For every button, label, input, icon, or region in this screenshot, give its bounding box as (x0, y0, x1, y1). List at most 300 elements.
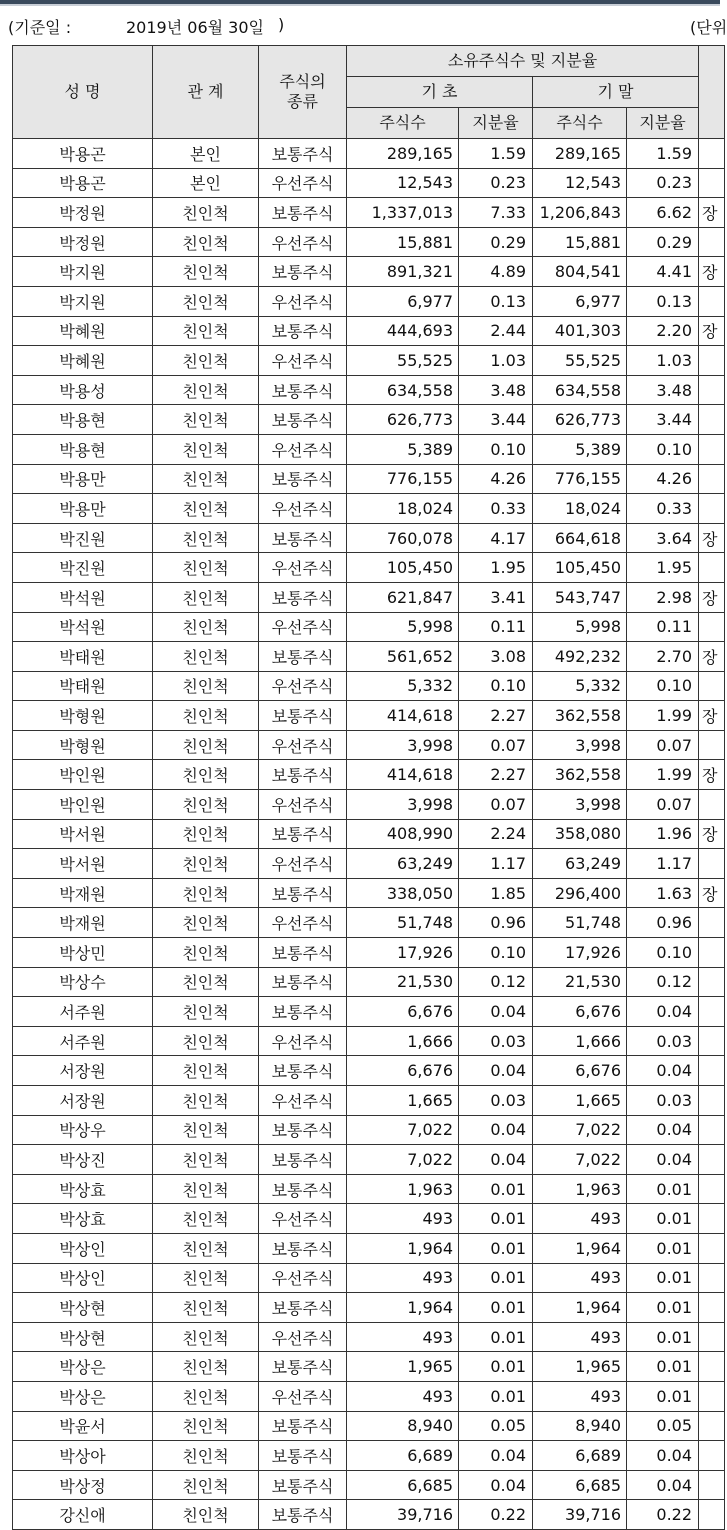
end-shares-cell: 543,747 (533, 582, 627, 612)
stock-type-cell: 우선주식 (259, 553, 347, 583)
holder-relation-cell: 친인척 (153, 790, 259, 820)
holder-name-cell: 박지원 (13, 257, 153, 287)
end-ratio-cell: 1.59 (627, 139, 699, 169)
stock-type-cell: 보통주식 (259, 760, 347, 790)
base-date-close: ) (278, 15, 285, 34)
begin-shares-cell: 414,618 (347, 760, 459, 790)
table-row (13, 908, 725, 938)
end-ratio-cell: 6.62 (627, 198, 699, 228)
begin-shares-cell: 444,693 (347, 316, 459, 346)
table-row (13, 346, 725, 376)
end-shares-cell: 289,165 (533, 139, 627, 169)
begin-ratio-cell: 1.03 (459, 346, 533, 376)
begin-shares-cell: 3,998 (347, 790, 459, 820)
holder-name-cell: 박서원 (13, 849, 153, 879)
holder-name-cell: 강신애 (13, 1500, 153, 1530)
end-ratio-cell: 0.04 (627, 997, 699, 1027)
shareholder-table (12, 45, 725, 1530)
end-shares-cell: 6,685 (533, 1470, 627, 1500)
table-row (13, 730, 725, 760)
stock-type-cell: 우선주식 (259, 671, 347, 701)
table-row (13, 1145, 725, 1175)
stock-type-cell: 보통주식 (259, 967, 347, 997)
holder-name-cell: 박재원 (13, 908, 153, 938)
begin-ratio-cell: 0.07 (459, 790, 533, 820)
remarks-cell (699, 671, 725, 701)
holder-name-cell: 박석원 (13, 582, 153, 612)
table-row (13, 1204, 725, 1234)
holder-name-cell: 박재원 (13, 878, 153, 908)
end-ratio-cell: 0.03 (627, 1026, 699, 1056)
stock-type-cell: 보통주식 (259, 1115, 347, 1145)
stock-type-cell: 보통주식 (259, 523, 347, 553)
stock-type-cell: 보통주식 (259, 1470, 347, 1500)
end-shares-cell: 6,689 (533, 1441, 627, 1471)
begin-ratio-cell: 0.01 (459, 1381, 533, 1411)
end-ratio-cell: 0.22 (627, 1500, 699, 1530)
holder-relation-cell: 친인척 (153, 198, 259, 228)
stock-type-cell: 보통주식 (259, 1056, 347, 1086)
begin-ratio-cell: 0.22 (459, 1500, 533, 1530)
stock-type-cell: 보통주식 (259, 1352, 347, 1382)
holder-name-cell: 박형원 (13, 701, 153, 731)
end-shares-cell: 3,998 (533, 730, 627, 760)
header-name: 성 명 (13, 46, 153, 139)
remarks-cell (699, 139, 725, 169)
begin-ratio-cell: 1.17 (459, 849, 533, 879)
end-ratio-cell: 0.01 (627, 1233, 699, 1263)
end-ratio-cell: 0.04 (627, 1441, 699, 1471)
begin-ratio-cell: 0.33 (459, 494, 533, 524)
end-ratio-cell: 4.26 (627, 464, 699, 494)
begin-shares-cell: 17,926 (347, 938, 459, 968)
holder-relation-cell: 친인척 (153, 701, 259, 731)
end-ratio-cell: 0.29 (627, 227, 699, 257)
begin-shares-cell: 5,998 (347, 612, 459, 642)
begin-shares-cell: 493 (347, 1322, 459, 1352)
begin-shares-cell: 289,165 (347, 139, 459, 169)
end-shares-cell: 493 (533, 1204, 627, 1234)
holder-name-cell: 박용곤 (13, 168, 153, 198)
begin-ratio-cell: 0.07 (459, 730, 533, 760)
begin-ratio-cell: 3.48 (459, 375, 533, 405)
stock-type-cell: 우선주식 (259, 227, 347, 257)
remarks-cell: 장 (699, 198, 725, 228)
end-ratio-cell: 0.01 (627, 1322, 699, 1352)
end-ratio-cell: 0.33 (627, 494, 699, 524)
holder-relation-cell: 친인척 (153, 1086, 259, 1116)
begin-ratio-cell: 0.04 (459, 997, 533, 1027)
begin-shares-cell: 7,022 (347, 1115, 459, 1145)
begin-ratio-cell: 0.01 (459, 1263, 533, 1293)
unit-label: (단위 (690, 18, 727, 37)
end-shares-cell: 362,558 (533, 701, 627, 731)
table-row (13, 1026, 725, 1056)
stock-type-cell: 보통주식 (259, 997, 347, 1027)
table-row (13, 790, 725, 820)
begin-shares-cell: 39,716 (347, 1500, 459, 1530)
end-shares-cell: 493 (533, 1263, 627, 1293)
begin-shares-cell: 1,337,013 (347, 198, 459, 228)
holder-name-cell: 박상민 (13, 938, 153, 968)
end-ratio-cell: 0.01 (627, 1204, 699, 1234)
remarks-cell: 장 (699, 316, 725, 346)
holder-name-cell: 박상아 (13, 1441, 153, 1471)
end-ratio-cell: 0.11 (627, 612, 699, 642)
header-end-shares: 주식수 (533, 108, 627, 139)
begin-shares-cell: 493 (347, 1381, 459, 1411)
table-row (13, 582, 725, 612)
table-header (13, 46, 725, 139)
begin-shares-cell: 1,965 (347, 1352, 459, 1382)
end-ratio-cell: 0.04 (627, 1470, 699, 1500)
begin-ratio-cell: 2.27 (459, 760, 533, 790)
header-stock-type: 주식의 종류 (259, 46, 347, 139)
end-ratio-cell: 1.17 (627, 849, 699, 879)
stock-type-cell: 우선주식 (259, 612, 347, 642)
end-shares-cell: 776,155 (533, 464, 627, 494)
remarks-cell: 장 (699, 878, 725, 908)
holder-name-cell: 박상현 (13, 1293, 153, 1323)
begin-ratio-cell: 0.23 (459, 168, 533, 198)
begin-shares-cell: 1,964 (347, 1233, 459, 1263)
begin-ratio-cell: 0.29 (459, 227, 533, 257)
remarks-cell (699, 1293, 725, 1323)
table-row (13, 849, 725, 879)
stock-type-cell: 보통주식 (259, 316, 347, 346)
end-ratio-cell: 0.96 (627, 908, 699, 938)
holder-relation-cell: 친인척 (153, 494, 259, 524)
holder-name-cell: 박정원 (13, 198, 153, 228)
begin-shares-cell: 12,543 (347, 168, 459, 198)
stock-type-cell: 우선주식 (259, 346, 347, 376)
holder-name-cell: 박상수 (13, 967, 153, 997)
holder-relation-cell: 친인척 (153, 878, 259, 908)
remarks-cell (699, 790, 725, 820)
holder-relation-cell: 친인척 (153, 1115, 259, 1145)
end-shares-cell: 5,389 (533, 434, 627, 464)
table-caption (0, 15, 727, 39)
holder-relation-cell: 친인척 (153, 1263, 259, 1293)
begin-ratio-cell: 0.04 (459, 1056, 533, 1086)
stock-type-cell: 우선주식 (259, 790, 347, 820)
holder-relation-cell: 친인척 (153, 523, 259, 553)
stock-type-cell: 우선주식 (259, 1381, 347, 1411)
holder-relation-cell: 친인척 (153, 908, 259, 938)
begin-ratio-cell: 4.89 (459, 257, 533, 287)
begin-ratio-cell: 7.33 (459, 198, 533, 228)
end-shares-cell: 105,450 (533, 553, 627, 583)
table-row (13, 1263, 725, 1293)
begin-ratio-cell: 0.01 (459, 1233, 533, 1263)
holder-relation-cell: 친인척 (153, 1500, 259, 1530)
remarks-cell (699, 1233, 725, 1263)
remarks-cell (699, 1086, 725, 1116)
begin-ratio-cell: 0.04 (459, 1441, 533, 1471)
end-ratio-cell: 1.96 (627, 819, 699, 849)
base-date-label: (기준일 : (8, 18, 72, 37)
end-shares-cell: 362,558 (533, 760, 627, 790)
end-shares-cell: 1,965 (533, 1352, 627, 1382)
begin-shares-cell: 55,525 (347, 346, 459, 376)
begin-shares-cell: 21,530 (347, 967, 459, 997)
stock-type-cell: 보통주식 (259, 1500, 347, 1530)
header-period-end: 기 말 (533, 77, 699, 108)
holder-relation-cell: 친인척 (153, 1441, 259, 1471)
begin-shares-cell: 6,977 (347, 286, 459, 316)
remarks-cell (699, 1263, 725, 1293)
table-row (13, 1322, 725, 1352)
end-shares-cell: 1,665 (533, 1086, 627, 1116)
stock-type-cell: 우선주식 (259, 1086, 347, 1116)
end-shares-cell: 51,748 (533, 908, 627, 938)
table-row (13, 316, 725, 346)
end-shares-cell: 6,676 (533, 997, 627, 1027)
begin-shares-cell: 5,332 (347, 671, 459, 701)
end-shares-cell: 493 (533, 1381, 627, 1411)
begin-ratio-cell: 0.13 (459, 286, 533, 316)
holder-relation-cell: 친인척 (153, 642, 259, 672)
holder-relation-cell: 친인척 (153, 434, 259, 464)
stock-type-cell: 보통주식 (259, 701, 347, 731)
begin-ratio-cell: 0.01 (459, 1322, 533, 1352)
remarks-cell (699, 464, 725, 494)
begin-shares-cell: 105,450 (347, 553, 459, 583)
remarks-cell (699, 1174, 725, 1204)
begin-ratio-cell: 0.03 (459, 1086, 533, 1116)
begin-shares-cell: 1,964 (347, 1293, 459, 1323)
end-shares-cell: 493 (533, 1322, 627, 1352)
end-ratio-cell: 0.07 (627, 790, 699, 820)
holder-name-cell: 박정원 (13, 227, 153, 257)
table-row (13, 671, 725, 701)
end-shares-cell: 296,400 (533, 878, 627, 908)
begin-ratio-cell: 0.10 (459, 671, 533, 701)
holder-name-cell: 박상진 (13, 1145, 153, 1175)
remarks-cell (699, 1441, 725, 1471)
holder-name-cell: 서주원 (13, 997, 153, 1027)
header-begin-ratio: 지분율 (459, 108, 533, 139)
remarks-cell: 장 (699, 701, 725, 731)
holder-name-cell: 박용곤 (13, 139, 153, 169)
end-shares-cell: 7,022 (533, 1145, 627, 1175)
stock-type-cell: 우선주식 (259, 908, 347, 938)
holder-relation-cell: 친인척 (153, 730, 259, 760)
holder-name-cell: 박지원 (13, 286, 153, 316)
header-begin-shares: 주식수 (347, 108, 459, 139)
stock-type-cell: 보통주식 (259, 878, 347, 908)
end-ratio-cell: 0.10 (627, 938, 699, 968)
table-row (13, 1233, 725, 1263)
holder-relation-cell: 친인척 (153, 1381, 259, 1411)
end-ratio-cell: 0.01 (627, 1293, 699, 1323)
remarks-cell (699, 405, 725, 435)
end-shares-cell: 21,530 (533, 967, 627, 997)
end-shares-cell: 63,249 (533, 849, 627, 879)
holder-relation-cell: 친인척 (153, 405, 259, 435)
holder-relation-cell: 친인척 (153, 997, 259, 1027)
end-ratio-cell: 0.01 (627, 1174, 699, 1204)
begin-shares-cell: 63,249 (347, 849, 459, 879)
begin-ratio-cell: 0.01 (459, 1174, 533, 1204)
holder-relation-cell: 친인척 (153, 819, 259, 849)
stock-type-cell: 보통주식 (259, 198, 347, 228)
stock-type-cell: 보통주식 (259, 464, 347, 494)
begin-ratio-cell: 3.08 (459, 642, 533, 672)
holder-name-cell: 박상인 (13, 1263, 153, 1293)
end-ratio-cell: 2.20 (627, 316, 699, 346)
stock-type-cell: 보통주식 (259, 642, 347, 672)
holder-name-cell: 박용만 (13, 464, 153, 494)
stock-type-cell: 보통주식 (259, 819, 347, 849)
holder-relation-cell: 친인척 (153, 1322, 259, 1352)
begin-shares-cell: 15,881 (347, 227, 459, 257)
begin-shares-cell: 6,676 (347, 1056, 459, 1086)
holder-name-cell: 박인원 (13, 760, 153, 790)
stock-type-cell: 우선주식 (259, 1322, 347, 1352)
holder-relation-cell: 친인척 (153, 967, 259, 997)
end-ratio-cell: 0.05 (627, 1411, 699, 1441)
remarks-cell (699, 1145, 725, 1175)
end-ratio-cell: 1.63 (627, 878, 699, 908)
remarks-cell (699, 286, 725, 316)
remarks-cell: 장 (699, 642, 725, 672)
begin-shares-cell: 1,666 (347, 1026, 459, 1056)
remarks-cell (699, 1500, 725, 1530)
holder-name-cell: 박상효 (13, 1204, 153, 1234)
begin-shares-cell: 338,050 (347, 878, 459, 908)
end-ratio-cell: 0.01 (627, 1381, 699, 1411)
remarks-cell (699, 1352, 725, 1382)
begin-ratio-cell: 0.12 (459, 967, 533, 997)
table-row (13, 168, 725, 198)
holder-name-cell: 박상은 (13, 1381, 153, 1411)
end-ratio-cell: 1.03 (627, 346, 699, 376)
header-holdings-group: 소유주식수 및 지분율 (347, 46, 699, 77)
remarks-cell (699, 908, 725, 938)
begin-ratio-cell: 1.85 (459, 878, 533, 908)
begin-shares-cell: 6,676 (347, 997, 459, 1027)
remarks-cell (699, 1115, 725, 1145)
end-shares-cell: 7,022 (533, 1115, 627, 1145)
begin-shares-cell: 493 (347, 1204, 459, 1234)
holder-name-cell: 박용현 (13, 405, 153, 435)
end-shares-cell: 664,618 (533, 523, 627, 553)
table-row (13, 494, 725, 524)
table-row (13, 1056, 725, 1086)
holder-name-cell: 박용성 (13, 375, 153, 405)
begin-ratio-cell: 0.04 (459, 1145, 533, 1175)
end-ratio-cell: 2.98 (627, 582, 699, 612)
holder-name-cell: 서주원 (13, 1026, 153, 1056)
begin-shares-cell: 8,940 (347, 1411, 459, 1441)
begin-shares-cell: 760,078 (347, 523, 459, 553)
begin-shares-cell: 891,321 (347, 257, 459, 287)
begin-ratio-cell: 0.01 (459, 1293, 533, 1323)
table-row (13, 1115, 725, 1145)
remarks-cell: 장 (699, 819, 725, 849)
end-shares-cell: 401,303 (533, 316, 627, 346)
remarks-cell (699, 553, 725, 583)
stock-type-cell: 우선주식 (259, 1204, 347, 1234)
holder-name-cell: 박용현 (13, 434, 153, 464)
holder-name-cell: 박상현 (13, 1322, 153, 1352)
remarks-cell (699, 849, 725, 879)
remarks-cell (699, 1056, 725, 1086)
holder-relation-cell: 친인척 (153, 1204, 259, 1234)
remarks-cell (699, 434, 725, 464)
stock-type-cell: 보통주식 (259, 1411, 347, 1441)
end-shares-cell: 1,206,843 (533, 198, 627, 228)
stock-type-cell: 보통주식 (259, 405, 347, 435)
begin-shares-cell: 6,689 (347, 1441, 459, 1471)
stock-type-cell: 보통주식 (259, 1145, 347, 1175)
holder-relation-cell: 친인척 (153, 671, 259, 701)
holder-name-cell: 박서원 (13, 819, 153, 849)
stock-type-cell: 보통주식 (259, 1293, 347, 1323)
end-shares-cell: 55,525 (533, 346, 627, 376)
end-shares-cell: 6,676 (533, 1056, 627, 1086)
remarks-cell (699, 938, 725, 968)
holder-name-cell: 박상인 (13, 1233, 153, 1263)
stock-type-cell: 우선주식 (259, 1263, 347, 1293)
header-end-ratio: 지분율 (627, 108, 699, 139)
begin-ratio-cell: 4.26 (459, 464, 533, 494)
end-shares-cell: 3,998 (533, 790, 627, 820)
table-row (13, 1174, 725, 1204)
end-shares-cell: 804,541 (533, 257, 627, 287)
begin-ratio-cell: 0.11 (459, 612, 533, 642)
end-ratio-cell: 0.12 (627, 967, 699, 997)
table-row (13, 464, 725, 494)
table-row (13, 553, 725, 583)
begin-ratio-cell: 0.03 (459, 1026, 533, 1056)
stock-type-cell: 우선주식 (259, 286, 347, 316)
stock-type-cell: 보통주식 (259, 375, 347, 405)
holder-name-cell: 박태원 (13, 671, 153, 701)
remarks-cell (699, 1322, 725, 1352)
table-row (13, 967, 725, 997)
table-row (13, 1293, 725, 1323)
end-ratio-cell: 0.10 (627, 434, 699, 464)
holder-relation-cell: 친인척 (153, 286, 259, 316)
stock-type-cell: 우선주식 (259, 434, 347, 464)
begin-shares-cell: 634,558 (347, 375, 459, 405)
end-ratio-cell: 0.04 (627, 1145, 699, 1175)
remarks-cell (699, 346, 725, 376)
holder-name-cell: 박진원 (13, 523, 153, 553)
table-row (13, 198, 725, 228)
end-ratio-cell: 0.04 (627, 1056, 699, 1086)
begin-ratio-cell: 0.96 (459, 908, 533, 938)
begin-ratio-cell: 4.17 (459, 523, 533, 553)
begin-ratio-cell: 1.59 (459, 139, 533, 169)
stock-type-cell: 보통주식 (259, 1233, 347, 1263)
holder-name-cell: 박상효 (13, 1174, 153, 1204)
begin-ratio-cell: 0.05 (459, 1411, 533, 1441)
holder-name-cell: 박혜원 (13, 316, 153, 346)
holder-relation-cell: 본인 (153, 139, 259, 169)
holder-relation-cell: 친인척 (153, 1352, 259, 1382)
holder-relation-cell: 친인척 (153, 1470, 259, 1500)
holder-name-cell: 박윤서 (13, 1411, 153, 1441)
end-ratio-cell: 0.04 (627, 1115, 699, 1145)
table-row (13, 1441, 725, 1471)
begin-ratio-cell: 0.04 (459, 1115, 533, 1145)
table-row (13, 997, 725, 1027)
holder-relation-cell: 친인척 (153, 316, 259, 346)
table-row (13, 701, 725, 731)
